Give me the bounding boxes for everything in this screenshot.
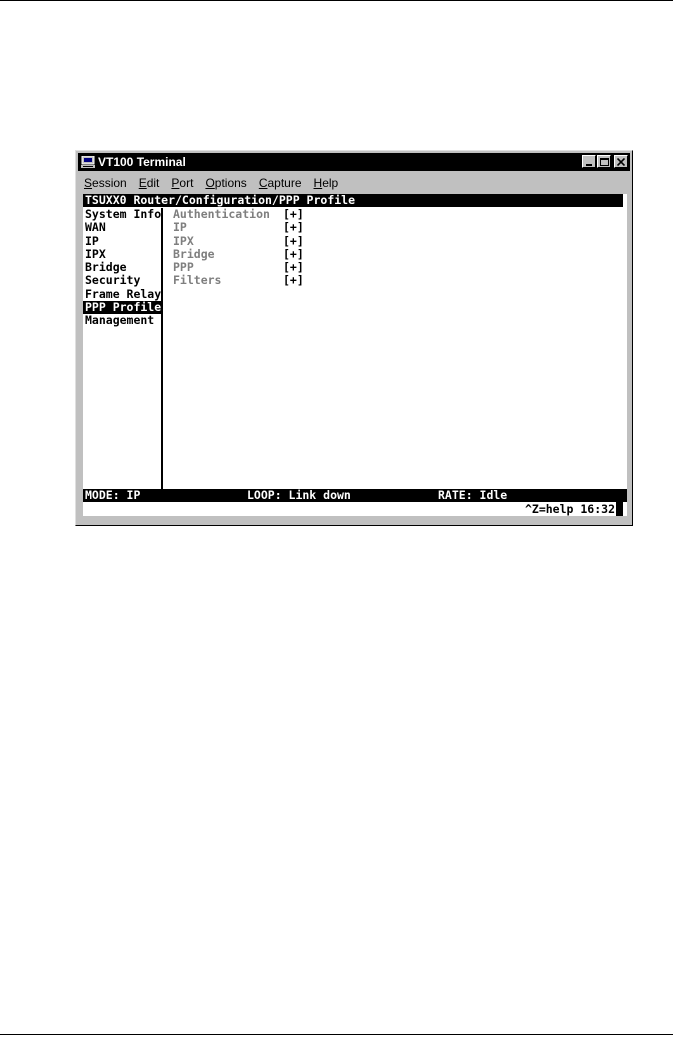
expand-marker: [+] bbox=[283, 207, 304, 221]
close-button[interactable] bbox=[614, 155, 628, 168]
menu-options[interactable]: Options bbox=[205, 175, 247, 190]
expand-marker: [+] bbox=[283, 233, 304, 248]
menu-bar bbox=[78, 173, 630, 192]
title-bar[interactable] bbox=[78, 153, 630, 171]
menu-item-frame-relay[interactable]: Frame Relay bbox=[85, 286, 162, 301]
maximize-button[interactable] bbox=[597, 155, 611, 168]
submenu-row-bridge[interactable]: Bridge [+] bbox=[173, 246, 304, 261]
expand-marker: [+] bbox=[283, 260, 304, 275]
menu-edit[interactable]: Edit bbox=[138, 175, 160, 190]
expand-marker: [+] bbox=[283, 220, 304, 235]
submenu-row-authentication[interactable]: Authentication [+] bbox=[173, 207, 304, 221]
terminal-window bbox=[75, 150, 633, 526]
menu-capture[interactable]: Capture bbox=[258, 175, 302, 190]
terminal-screen[interactable] bbox=[83, 194, 627, 516]
minimize-icon bbox=[585, 158, 593, 166]
menu-item-management[interactable]: Management bbox=[85, 313, 155, 328]
close-icon bbox=[617, 158, 625, 166]
ppp-profile-submenu bbox=[173, 208, 613, 288]
help-line bbox=[83, 502, 627, 516]
status-rate: RATE: Idle bbox=[438, 488, 508, 502]
breadcrumb: TSUXX0 Router/Configuration/PPP Profile bbox=[83, 194, 623, 207]
menu-item-system-info[interactable]: System Info bbox=[85, 207, 162, 221]
status-loop: LOOP: Link down bbox=[247, 488, 351, 502]
window-controls bbox=[581, 155, 628, 168]
status-bar bbox=[83, 489, 627, 502]
submenu-row-ppp[interactable]: PPP [+] bbox=[173, 260, 304, 275]
submenu-row-filters[interactable]: Filters [+] bbox=[173, 273, 304, 288]
page-bottom-rule bbox=[0, 1034, 673, 1035]
config-menu bbox=[83, 208, 163, 489]
status-mode: MODE: IP bbox=[85, 488, 141, 502]
menu-session[interactable]: Session bbox=[84, 175, 127, 190]
window-title: VT100 Terminal bbox=[98, 155, 186, 169]
menu-item-ppp-profile[interactable]: PPP Profile bbox=[85, 300, 162, 315]
expand-marker: [+] bbox=[283, 246, 304, 261]
page-top-rule bbox=[0, 0, 673, 1]
menu-item-bridge[interactable]: Bridge bbox=[85, 260, 127, 275]
menu-item-ip[interactable]: IP bbox=[85, 233, 99, 248]
submenu-row-ipx[interactable]: IPX [+] bbox=[173, 233, 304, 248]
expand-marker: [+] bbox=[283, 273, 304, 288]
minimize-button[interactable] bbox=[582, 155, 596, 168]
menu-item-security[interactable]: Security bbox=[85, 273, 141, 288]
help-hint: ^Z=help 16:32 bbox=[524, 502, 615, 516]
menu-port[interactable]: Port bbox=[171, 175, 194, 190]
maximize-icon bbox=[600, 158, 609, 166]
terminal-app-icon[interactable] bbox=[81, 156, 95, 168]
text-cursor bbox=[616, 502, 623, 516]
submenu-row-ip[interactable]: IP [+] bbox=[173, 220, 304, 235]
menu-item-wan[interactable]: WAN bbox=[85, 220, 106, 235]
menu-item-ipx[interactable]: IPX bbox=[85, 246, 106, 261]
menu-help[interactable]: Help bbox=[313, 175, 339, 190]
